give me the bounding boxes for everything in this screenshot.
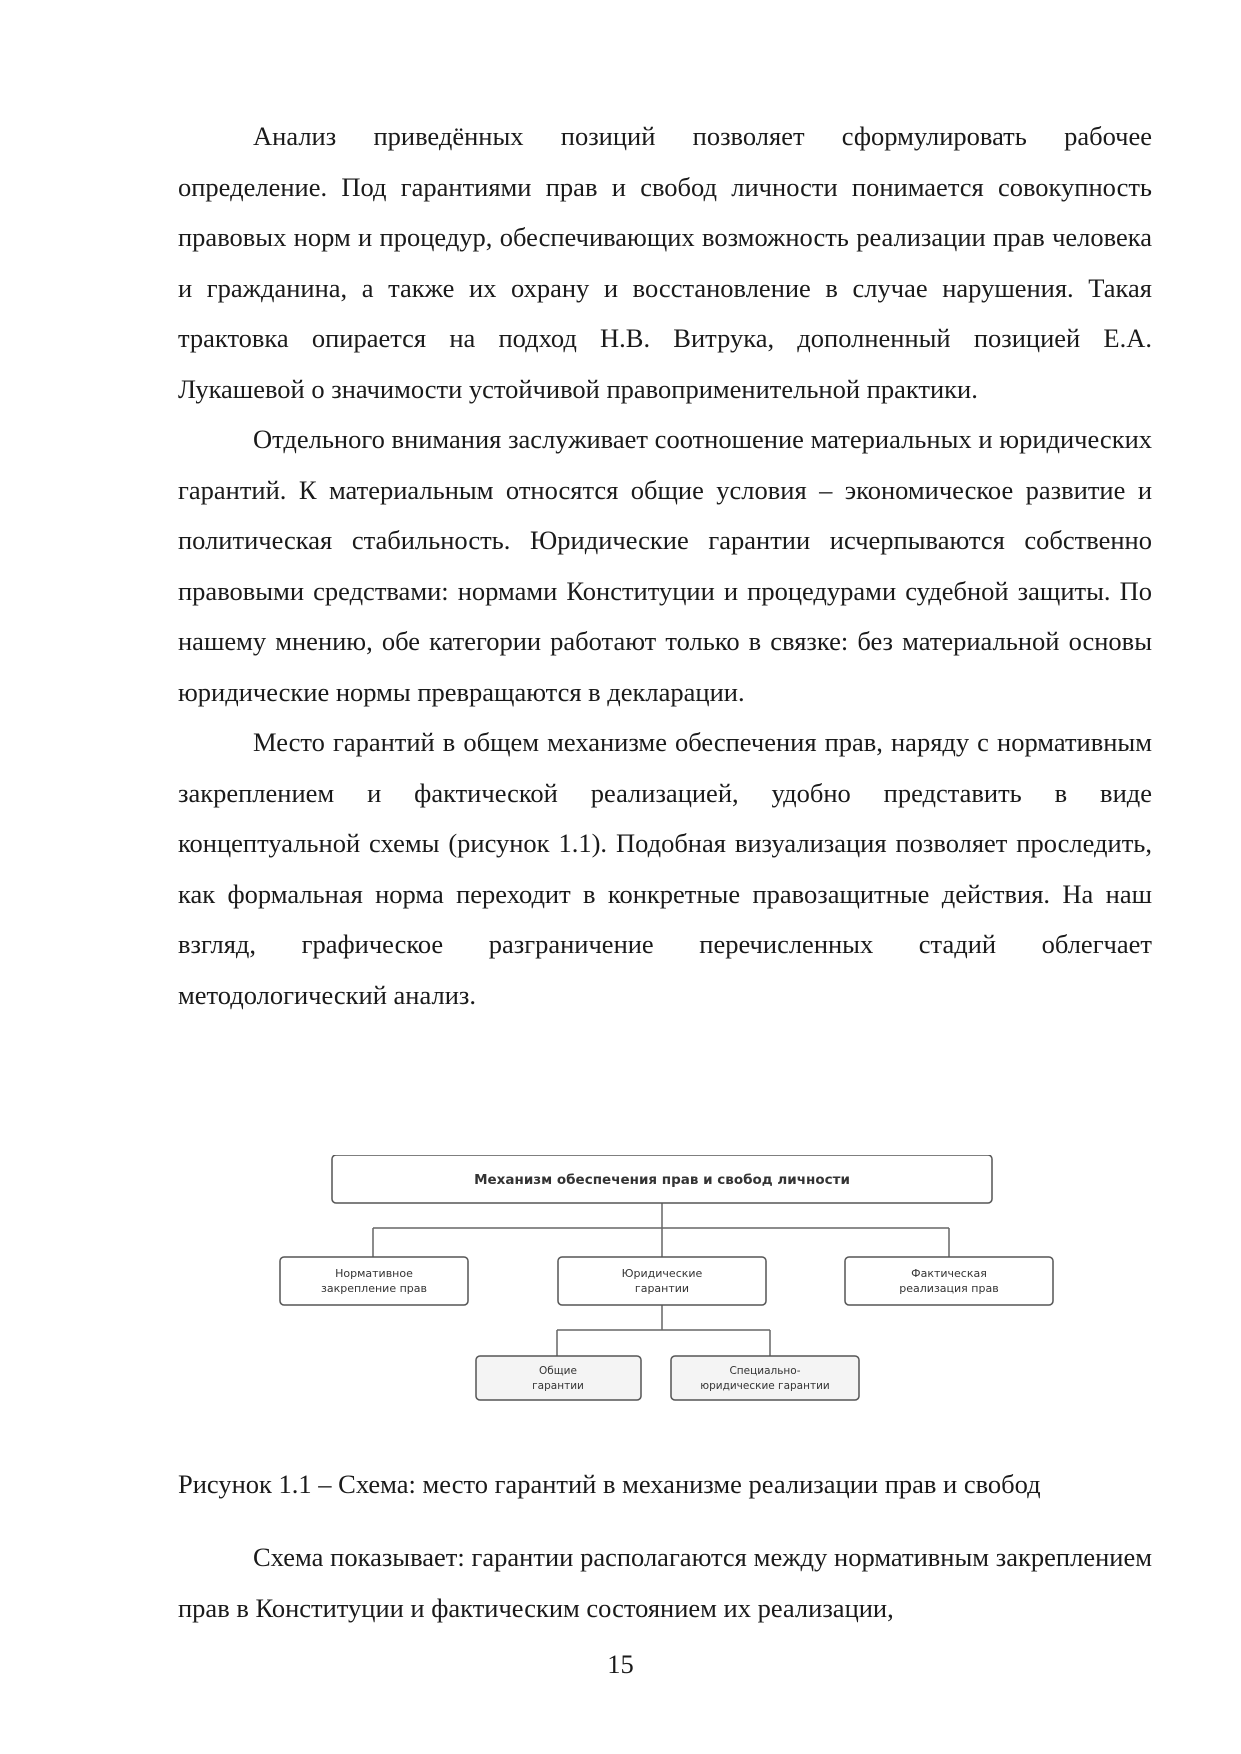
- paragraph: Схема показывает: гарантии располагаются между нормативным закреплением прав в Конституции и фактическим состоянием их реализации,: [178, 1542, 1152, 1623]
- body-text-bottom: [178, 1532, 1152, 1633]
- diagram-box-label: юридические гарантии: [700, 1380, 830, 1392]
- diagram-box-label: гарантии: [634, 1282, 690, 1295]
- body-text-top: [178, 111, 1152, 1020]
- paragraph: Отдельного внимания заслуживает соотношение материальных и юридических гарантий. К материальным относятся общие условия – экономическое развитие и политическая стабильность. Юридические гарантии исчерпываются собственно правовыми средствами: нормами Конституции и процедурами судебной защиты. По нашему мнению, обе категории работают только в связке: без материальной основы юридические нормы превращаются в декларации.: [178, 424, 1152, 707]
- diagram-box-legal-guarantees: [558, 1257, 766, 1305]
- diagram-root-box: [332, 1155, 992, 1203]
- paragraph: Место гарантий в общем механизме обеспечения прав, наряду с нормативным закреплением и фактической реализацией, удобно представить в виде концептуальной схемы (рисунок 1.1). Подобная визуализация позволяет проследить, как формальная норма переходит в конкретные правозащитные действия. На наш взгляд, графическое разграничение перечисленных стадий облегчает методологический анализ.: [178, 727, 1152, 1010]
- diagram-root-label: Механизм обеспечения прав и свобод личности: [474, 1172, 850, 1188]
- diagram-box-special-legal-guarantees: [671, 1356, 859, 1400]
- diagram-box-label: реализация прав: [899, 1282, 999, 1295]
- diagram-box-label: закрепление прав: [321, 1282, 427, 1295]
- figure-caption: Рисунок 1.1 – Схема: место гарантий в механизме реализации прав и свобод: [178, 1469, 1041, 1499]
- diagram-box-actual-realization: [845, 1257, 1053, 1305]
- diagram-box-general-guarantees: [476, 1356, 641, 1400]
- paragraph: Анализ приведённых позиций позволяет сформулировать рабочее определение. Под гарантиями прав и свобод личности понимается совокупность правовых норм и процедур, обеспечивающих возможность реализации прав человека и гражданина, а также их охрану и восстановление в случае нарушения. Такая трактовка опирается на подход Н.В. Витрука, дополненный позицией Е.А. Лукашевой о значимости устойчивой правоприменительной практики.: [178, 121, 1152, 404]
- diagram-box-label: Общие: [539, 1365, 577, 1377]
- diagram-box-label: Специально-: [729, 1365, 801, 1377]
- page-number: 15: [607, 1649, 634, 1679]
- diagram-box-normative: [280, 1257, 468, 1305]
- diagram-box-label: Нормативное: [335, 1267, 413, 1280]
- diagram-box-label: Юридические: [621, 1267, 703, 1280]
- diagram-box-label: гарантии: [532, 1380, 584, 1392]
- diagram-box-label: Фактическая: [911, 1267, 987, 1280]
- concept-diagram: [270, 1155, 1070, 1425]
